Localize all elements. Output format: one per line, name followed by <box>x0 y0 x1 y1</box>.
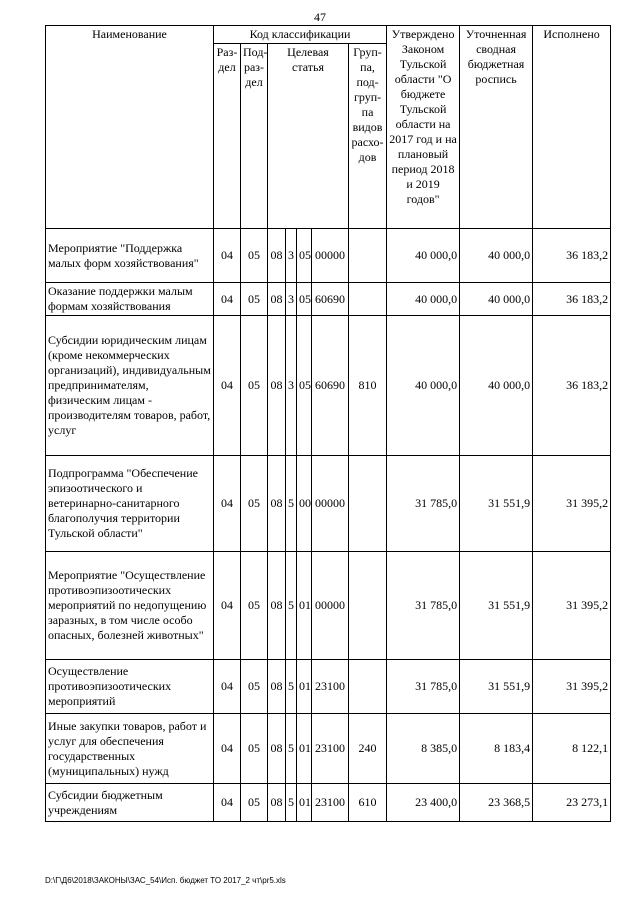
row-refined: 40 000,0 <box>460 229 533 283</box>
row-executed: 31 395,2 <box>533 552 611 660</box>
row-refined: 31 551,9 <box>460 552 533 660</box>
row-approved: 31 785,0 <box>387 660 460 714</box>
row-name: Осуществление противоэпизоотических мероприятий <box>46 660 214 714</box>
header-refined: Уточненная сводная бюджетная роспись <box>460 26 533 229</box>
row-section: 04 <box>214 552 241 660</box>
row-section: 04 <box>214 784 241 822</box>
table-row <box>46 456 611 552</box>
row-ts3: 05 <box>297 229 312 283</box>
row-subsection: 05 <box>241 229 268 283</box>
header-classification: Код классификации <box>214 26 387 44</box>
row-ts4: 60690 <box>312 316 349 456</box>
header-name: Наименование <box>46 26 214 229</box>
header-expense-group: Груп-па, под-груп-па видов расхо-дов <box>349 44 387 229</box>
row-ts3: 01 <box>297 784 312 822</box>
row-name: Иные закупки товаров, работ и услуг для обеспечения государственных (муниципальных) нужд <box>46 714 214 784</box>
row-ts2: 3 <box>286 229 297 283</box>
row-ts1: 08 <box>268 316 286 456</box>
row-ts4: 23100 <box>312 714 349 784</box>
row-group: 240 <box>349 714 387 784</box>
header-executed: Исполнено <box>533 26 611 229</box>
row-executed: 31 395,2 <box>533 660 611 714</box>
row-ts2: 3 <box>286 283 297 316</box>
row-executed: 36 183,2 <box>533 283 611 316</box>
table-row <box>46 660 611 714</box>
row-executed: 31 395,2 <box>533 456 611 552</box>
row-ts1: 08 <box>268 456 286 552</box>
row-approved: 31 785,0 <box>387 552 460 660</box>
budget-table <box>45 25 611 822</box>
row-ts1: 08 <box>268 229 286 283</box>
row-group: 610 <box>349 784 387 822</box>
table-row <box>46 714 611 784</box>
row-refined: 31 551,9 <box>460 456 533 552</box>
row-ts3: 01 <box>297 714 312 784</box>
row-group <box>349 552 387 660</box>
row-ts3: 05 <box>297 283 312 316</box>
row-section: 04 <box>214 316 241 456</box>
row-section: 04 <box>214 714 241 784</box>
row-refined: 40 000,0 <box>460 316 533 456</box>
row-ts4: 00000 <box>312 229 349 283</box>
row-ts2: 5 <box>286 714 297 784</box>
row-executed: 8 122,1 <box>533 714 611 784</box>
row-subsection: 05 <box>241 714 268 784</box>
row-ts4: 23100 <box>312 660 349 714</box>
row-ts3: 00 <box>297 456 312 552</box>
header-target-article: Целевая статья <box>268 44 349 229</box>
table-row <box>46 316 611 456</box>
row-ts1: 08 <box>268 660 286 714</box>
row-section: 04 <box>214 660 241 714</box>
row-subsection: 05 <box>241 552 268 660</box>
row-section: 04 <box>214 456 241 552</box>
row-ts2: 5 <box>286 660 297 714</box>
row-ts1: 08 <box>268 784 286 822</box>
table-row <box>46 784 611 822</box>
row-refined: 40 000,0 <box>460 283 533 316</box>
header-section: Раз-дел <box>214 44 241 229</box>
row-ts4: 60690 <box>312 283 349 316</box>
row-name: Оказание поддержки малым формам хозяйствования <box>46 283 214 316</box>
row-approved: 23 400,0 <box>387 784 460 822</box>
row-group <box>349 456 387 552</box>
row-name: Подпрограмма "Обеспечение эпизоотического и ветеринарно-санитарного благополучия территории Тульской области" <box>46 456 214 552</box>
row-section: 04 <box>214 283 241 316</box>
row-group <box>349 660 387 714</box>
row-ts4: 00000 <box>312 456 349 552</box>
row-approved: 31 785,0 <box>387 456 460 552</box>
row-ts3: 01 <box>297 660 312 714</box>
row-approved: 40 000,0 <box>387 283 460 316</box>
row-subsection: 05 <box>241 784 268 822</box>
row-section: 04 <box>214 229 241 283</box>
row-subsection: 05 <box>241 660 268 714</box>
header-approved: Утверждено Законом Тульской области "О бюджете Тульской области на 2017 год и на плановый период 2018 и 2019 годов" <box>387 26 460 229</box>
header-subsection: Под-раз-дел <box>241 44 268 229</box>
row-approved: 40 000,0 <box>387 229 460 283</box>
row-ts3: 01 <box>297 552 312 660</box>
row-refined: 31 551,9 <box>460 660 533 714</box>
row-ts2: 5 <box>286 456 297 552</box>
table-row <box>46 283 611 316</box>
row-ts1: 08 <box>268 714 286 784</box>
row-approved: 40 000,0 <box>387 316 460 456</box>
row-name: Мероприятие "Осуществление противоэпизоотических мероприятий по недопущению заразных, в том числе особо опасных, болезней животных" <box>46 552 214 660</box>
footer-file-path: D:\Г\Д6\2018\ЗАКОНЫ\ЗАС_54\Исп. бюджет ТО 2017_2 чт\pr5.xls <box>45 876 286 885</box>
row-ts4: 23100 <box>312 784 349 822</box>
row-ts2: 5 <box>286 552 297 660</box>
row-ts2: 5 <box>286 784 297 822</box>
row-ts1: 08 <box>268 552 286 660</box>
row-refined: 23 368,5 <box>460 784 533 822</box>
table-row <box>46 552 611 660</box>
row-executed: 36 183,2 <box>533 316 611 456</box>
row-executed: 23 273,1 <box>533 784 611 822</box>
row-refined: 8 183,4 <box>460 714 533 784</box>
row-group <box>349 283 387 316</box>
row-subsection: 05 <box>241 316 268 456</box>
row-approved: 8 385,0 <box>387 714 460 784</box>
row-ts1: 08 <box>268 283 286 316</box>
row-ts2: 3 <box>286 316 297 456</box>
row-executed: 36 183,2 <box>533 229 611 283</box>
table-row <box>46 229 611 283</box>
row-name: Субсидии юридическим лицам (кроме некоммерческих организаций), индивидуальным предпринимателям, физическим лицам - производителям товаров, работ, услуг <box>46 316 214 456</box>
row-group <box>349 229 387 283</box>
page-number: 47 <box>314 10 326 24</box>
row-subsection: 05 <box>241 456 268 552</box>
row-group: 810 <box>349 316 387 456</box>
row-ts4: 00000 <box>312 552 349 660</box>
row-name: Мероприятие "Поддержка малых форм хозяйствования" <box>46 229 214 283</box>
row-subsection: 05 <box>241 283 268 316</box>
row-ts3: 05 <box>297 316 312 456</box>
row-name: Субсидии бюджетным учреждениям <box>46 784 214 822</box>
